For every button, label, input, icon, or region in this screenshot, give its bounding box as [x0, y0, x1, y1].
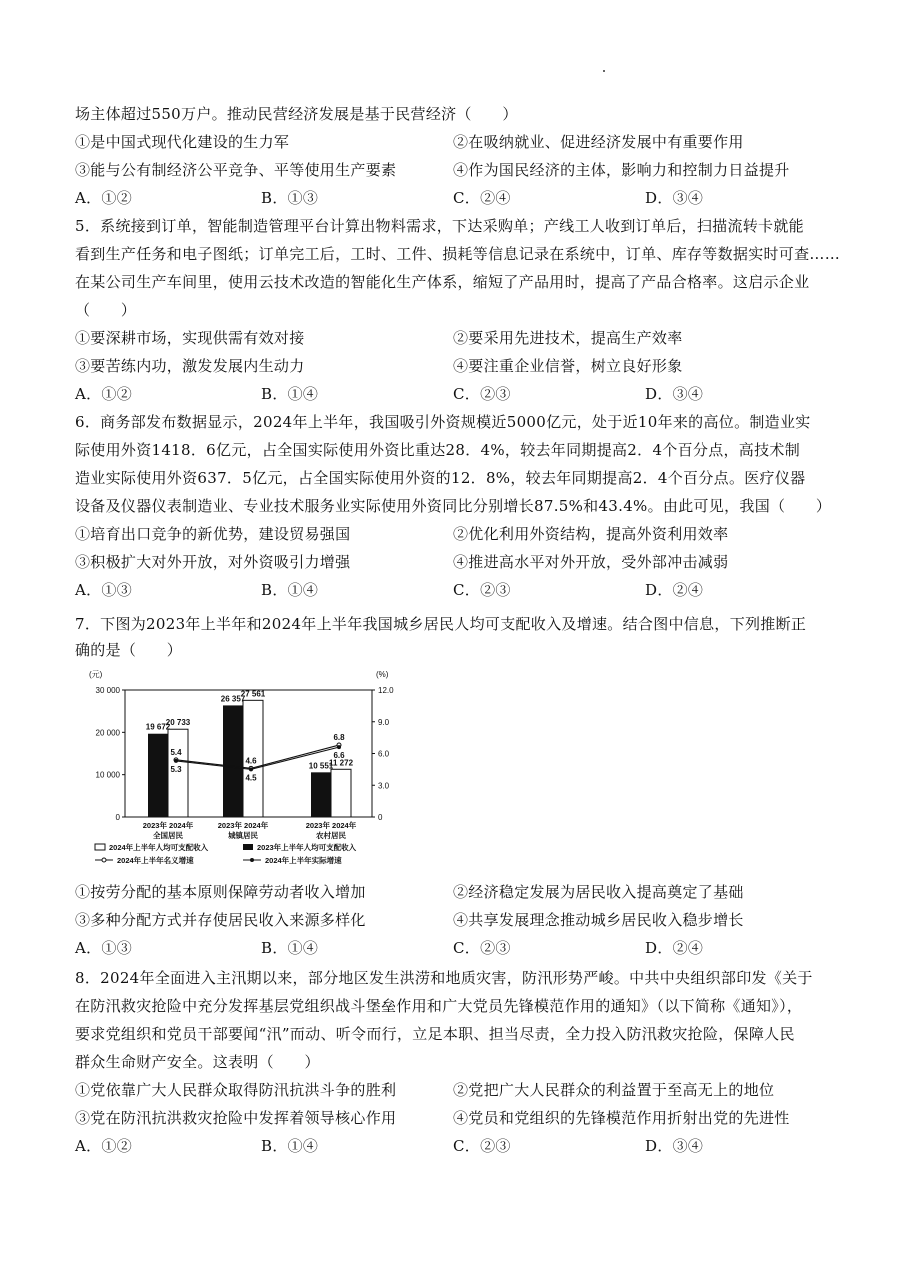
q6-choice-a: A．①③	[75, 581, 133, 599]
left-tick-label: 0	[115, 813, 120, 822]
real-growth-point	[249, 767, 253, 771]
legend-label-nominal: 2024年上半年名义增速	[117, 856, 194, 865]
q8-choice-d: D．③④	[645, 1137, 704, 1155]
bar-2023	[223, 705, 243, 817]
q8-choice-a: A．①②	[75, 1137, 133, 1155]
q6-stem-line-2: 际使用外资1418．6亿元，占全国实际使用外资比重达28．4%，较去年同期提高2．4个百分点，高技术制	[75, 441, 800, 459]
q8-stem-line-1: 8．2024年全面进入主汛期以来，部分地区发生洪涝和地质灾害，防汛形势严峻。中共中央组织部印发《关于	[75, 969, 813, 987]
q7-statement-1: ①按劳分配的基本原则保障劳动者收入增加	[75, 883, 366, 901]
real-growth-point	[337, 745, 341, 749]
bar-2023	[148, 734, 168, 817]
bar-2024-label: 20 733	[165, 718, 191, 728]
legend-marker-real	[250, 858, 254, 862]
legend-label-2024: 2024年上半年人均可支配收入	[109, 843, 209, 852]
real-growth-label: 6.6	[333, 751, 345, 761]
q5-choice-d: D．③④	[645, 385, 704, 403]
q7-statement-2: ②经济稳定发展为居民收入提高奠定了基础	[453, 883, 744, 901]
q7-choice-c: C．②③	[453, 939, 511, 957]
bar-2023-label: 19 672	[145, 722, 171, 732]
q8-statement-1: ①党依靠广大人民群众取得防汛抗洪斗争的胜利	[75, 1081, 397, 1099]
income-chart	[75, 668, 415, 868]
q4-choice-d: D．③④	[645, 189, 704, 207]
q4-choice-c: C．②④	[453, 189, 511, 207]
group-years-label: 2023年 2024年	[142, 821, 194, 830]
q6-statement-4: ④推进高水平对外开放，受外部冲击减弱	[453, 553, 729, 571]
q7-statement-3: ③多种分配方式并存使居民收入来源多样化	[75, 911, 366, 929]
q7-statement-4: ④共享发展理念推动城乡居民收入稳步增长	[453, 911, 744, 929]
group-name-label: 城镇居民	[228, 831, 258, 840]
q7-stem-line-1: 7．下图为2023年上半年和2024年上半年我国城乡居民人均可支配收入及增速。结合图中信息，下列推断正	[75, 615, 807, 633]
q6-choice-b: B．①④	[261, 581, 319, 599]
bar-2024-label: 27 561	[240, 689, 266, 699]
real-growth-label: 5.3	[170, 764, 182, 774]
bar-2023	[311, 772, 331, 817]
q5-stem-line-2: 看到生产任务和电子图纸；订单完工后，工时、工件、损耗等信息记录在系统中，订单、库存等数据实时可查……	[75, 245, 841, 263]
legend-label-2023: 2023年上半年人均可支配收入	[257, 843, 357, 852]
q6-choice-c: C．②③	[453, 581, 511, 599]
q7-choice-a: A．①③	[75, 939, 133, 957]
group-name-label: 全国居民	[153, 831, 183, 840]
legend	[95, 842, 357, 865]
q7-choice-d: D．②④	[645, 939, 704, 957]
group-years-label: 2023年 2024年	[305, 821, 357, 830]
q6-statement-3: ③积极扩大对外开放，对外资吸引力增强	[75, 553, 351, 571]
legend-marker-nominal	[102, 858, 106, 862]
q6-choice-d: D．②④	[645, 581, 704, 599]
nominal-growth-label: 5.4	[170, 747, 182, 757]
right-tick-label: 12.0	[378, 686, 394, 695]
q5-statement-4: ④要注重企业信誉，树立良好形象	[453, 357, 683, 375]
scan-speck	[603, 70, 605, 72]
right-tick-label: 0	[378, 813, 383, 822]
q4-statement-2: ②在吸纳就业、促进经济发展中有重要作用	[453, 133, 744, 151]
right-tick-label: 3.0	[378, 781, 390, 791]
bar-2024-label: 11 272	[328, 758, 354, 768]
q8-choice-c: C．②③	[453, 1137, 511, 1155]
bar-2023-label: 26 357	[220, 694, 246, 704]
q4-choice-b: B．①③	[261, 189, 319, 207]
nominal-growth-label: 4.6	[245, 756, 257, 766]
q5-statement-3: ③要苦练内功，激发发展内生动力	[75, 357, 305, 375]
group-name-label: 农村居民	[316, 831, 346, 840]
q8-statement-3: ③党在防汛抗洪救灾抢险中发挥着领导核心作用	[75, 1109, 397, 1127]
q6-stem-line-4: 设备及仪器仪表制造业、专业技术服务业实际使用外资同比分别增长87.5%和43.4%。由此可见，我国（ ）	[75, 497, 832, 515]
right-tick-label: 9.0	[378, 717, 390, 727]
q5-choice-b: B．①④	[261, 385, 319, 403]
q8-stem-line-3: 要求党组织和党员干部要闻“汛”而动、听令而行，立足本职、担当尽责，全力投入防汛救灾抢险，保障人民	[75, 1025, 795, 1043]
q4-statement-3: ③能与公有制经济公平竞争、平等使用生产要素	[75, 161, 397, 179]
q6-stem-line-1: 6．商务部发布数据显示，2024年上半年，我国吸引外资规模近5000亿元，处于近10年来的高位。制造业实	[75, 413, 811, 431]
legend-swatch-2024	[95, 844, 105, 850]
right-axis-unit: (%)	[376, 670, 389, 679]
q5-choice-a: A．①②	[75, 385, 133, 403]
q8-choice-b: B．①④	[261, 1137, 319, 1155]
bar-2023-label: 10 551	[308, 761, 334, 771]
q5-statement-2: ②要采用先进技术，提高生产效率	[453, 329, 683, 347]
left-tick-label: 20 000	[95, 728, 120, 738]
q7-stem-line-2: 确的是（ ）	[75, 641, 183, 659]
q5-statement-1: ①要深耕市场，实现供需有效对接	[75, 329, 305, 347]
legend-label-real: 2024年上半年实际增速	[265, 856, 342, 865]
bar-2024	[331, 769, 351, 817]
real-growth-point	[174, 759, 178, 763]
group-years-label: 2023年 2024年	[217, 821, 269, 830]
q4-statement-4: ④作为国民经济的主体，影响力和控制力日益提升	[453, 161, 790, 179]
q5-stem-line-4: （ ）	[75, 301, 137, 319]
left-tick-label: 10 000	[95, 770, 120, 780]
left-axis-unit: (元)	[89, 670, 103, 679]
q6-statement-2: ②优化利用外资结构，提高外资利用效率	[453, 525, 729, 543]
real-growth-label: 4.5	[245, 773, 257, 783]
q8-stem-line-4: 群众生命财产安全。这表明（ ）	[75, 1053, 320, 1071]
nominal-growth-label: 6.8	[333, 733, 345, 743]
q4-choice-a: A．①②	[75, 189, 133, 207]
q8-statement-2: ②党把广大人民群众的利益置于至高无上的地位	[453, 1081, 775, 1099]
right-tick-label: 6.0	[378, 749, 390, 759]
q7-choice-b: B．①④	[261, 939, 319, 957]
q6-statement-1: ①培育出口竞争的新优势，建设贸易强国	[75, 525, 351, 543]
legend-swatch-2023	[243, 844, 253, 850]
q5-stem-line-3: 在某公司生产车间里，使用云技术改造的智能化生产体系，缩短了产品用时，提高了产品合格率。这启示企业	[75, 273, 810, 291]
q5-choice-c: C．②③	[453, 385, 511, 403]
q4-statement-1: ①是中国式现代化建设的生力军	[75, 133, 290, 151]
q6-stem-line-3: 造业实际使用外资637．5亿元，占全国实际使用外资的12．8%，较去年同期提高2．4个百分点。医疗仪器	[75, 469, 806, 487]
q8-stem-line-2: 在防汛救灾抢险中充分发挥基层党组织战斗堡垒作用和广大党员先锋模范作用的通知》（以下简称《通知》），	[75, 997, 803, 1015]
q8-statement-4: ④党员和党组织的先锋模范作用折射出党的先进性	[453, 1109, 790, 1127]
q4-stem-end: 场主体超过550万户。推动民营经济发展是基于民营经济（ ）	[75, 105, 518, 123]
left-tick-label: 30 000	[95, 686, 120, 695]
q5-stem-line-1: 5．系统接到订单，智能制造管理平台计算出物料需求，下达采购单；产线工人收到订单后，扫描流转卡就能	[75, 217, 804, 235]
